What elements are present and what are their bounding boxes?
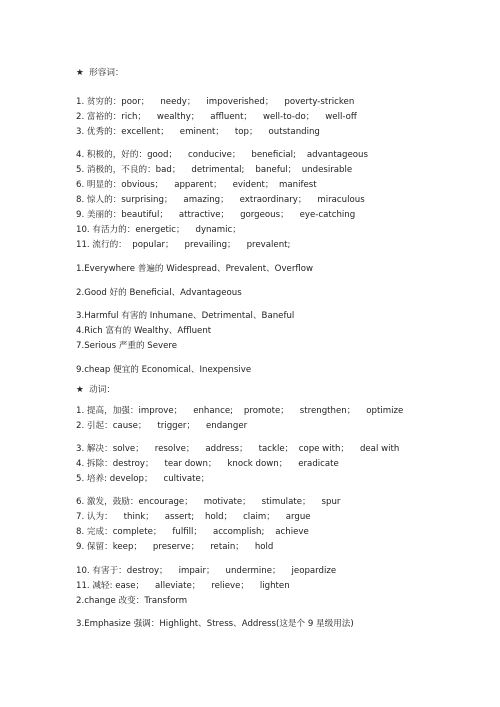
list-item: 5. 消极的，不良的：bad； detrimental; baneful； undesirable (76, 165, 353, 175)
list-item: 3. 优秀的：excellent； eminent； top； outstanding (76, 127, 320, 137)
list-item: 11. 减轻: ease； alleviate； relieve； lighten (76, 581, 290, 591)
list-item: 10. 有活力的：energetic； dynamic； (76, 225, 241, 235)
list-item: 1. 提高，加强：improve； enhance; promote； strengthen； optimize (76, 406, 404, 416)
list-item: 2.change 改变：Transform (76, 596, 188, 606)
list-item: 3. 解决：solve； resolve； address； tackle； cope with； deal with (76, 444, 400, 454)
list-item: 6. 明显的：obvious； apparent； evident； manifest (76, 180, 317, 190)
list-item: 2.Good 好的 Beneficial、Advantageous (76, 288, 242, 298)
list-item: 8. 惊人的：surprising； amazing； extraordinary； miraculous (76, 195, 365, 205)
list-item: 1. 贫穷的：poor； needy； impoverished； poverty-stricken (76, 97, 355, 107)
list-item: 2. 引起：cause； trigger； endanger (76, 421, 248, 431)
section-heading-adjectives: ★ 形容词： (76, 68, 124, 78)
list-item: 9. 美丽的：beautiful； attractive； gorgeous； eye-catching (76, 210, 356, 220)
list-item: 4.Rich 富有的 Wealthy、Affluent (76, 326, 212, 336)
list-item: 6. 激发，鼓励：encourage； motivate； stimulate； spur (76, 497, 341, 507)
list-item: 1.Everywhere 普遍的 Widespread、Prevalent、Overflow (76, 264, 314, 274)
list-item: 4. 拆除：destroy； tear down； knock down； eradicate (76, 459, 339, 469)
list-item: 7. 认为： think； assert; hold； claim； argue (76, 512, 311, 522)
list-item: 2. 富裕的：rich； wealthy； affluent； well-to-do； well-off (76, 112, 357, 122)
list-item: 9.cheap 便宜的 Economical、Inexpensive (76, 365, 252, 375)
list-item: 3.Harmful 有害的 Inhumane、Detrimental、Baneful (76, 311, 295, 321)
list-item: 8. 完成：complete； fulfill； accomplish; achieve (76, 527, 309, 537)
list-item: 3.Emphasize 强调：Highlight、Stress、Address(这是个 9 星级用法) (76, 619, 354, 629)
list-item: 7.Serious 严重的 Severe (76, 341, 178, 351)
list-item: 10. 有害于：destroy； impair； undermine； jeopardize (76, 566, 337, 576)
list-item: 4. 积极的，好的：good； conducive； beneficial; advantageous (76, 150, 368, 160)
list-item: 5. 培养: develop； cultivate； (76, 474, 210, 484)
section-heading-verbs: ★ 动词： (76, 385, 115, 395)
list-item: 9. 保留：keep； preserve； retain； hold (76, 542, 274, 552)
list-item: 11. 流行的： popular； prevailing； prevalent; (76, 240, 291, 250)
